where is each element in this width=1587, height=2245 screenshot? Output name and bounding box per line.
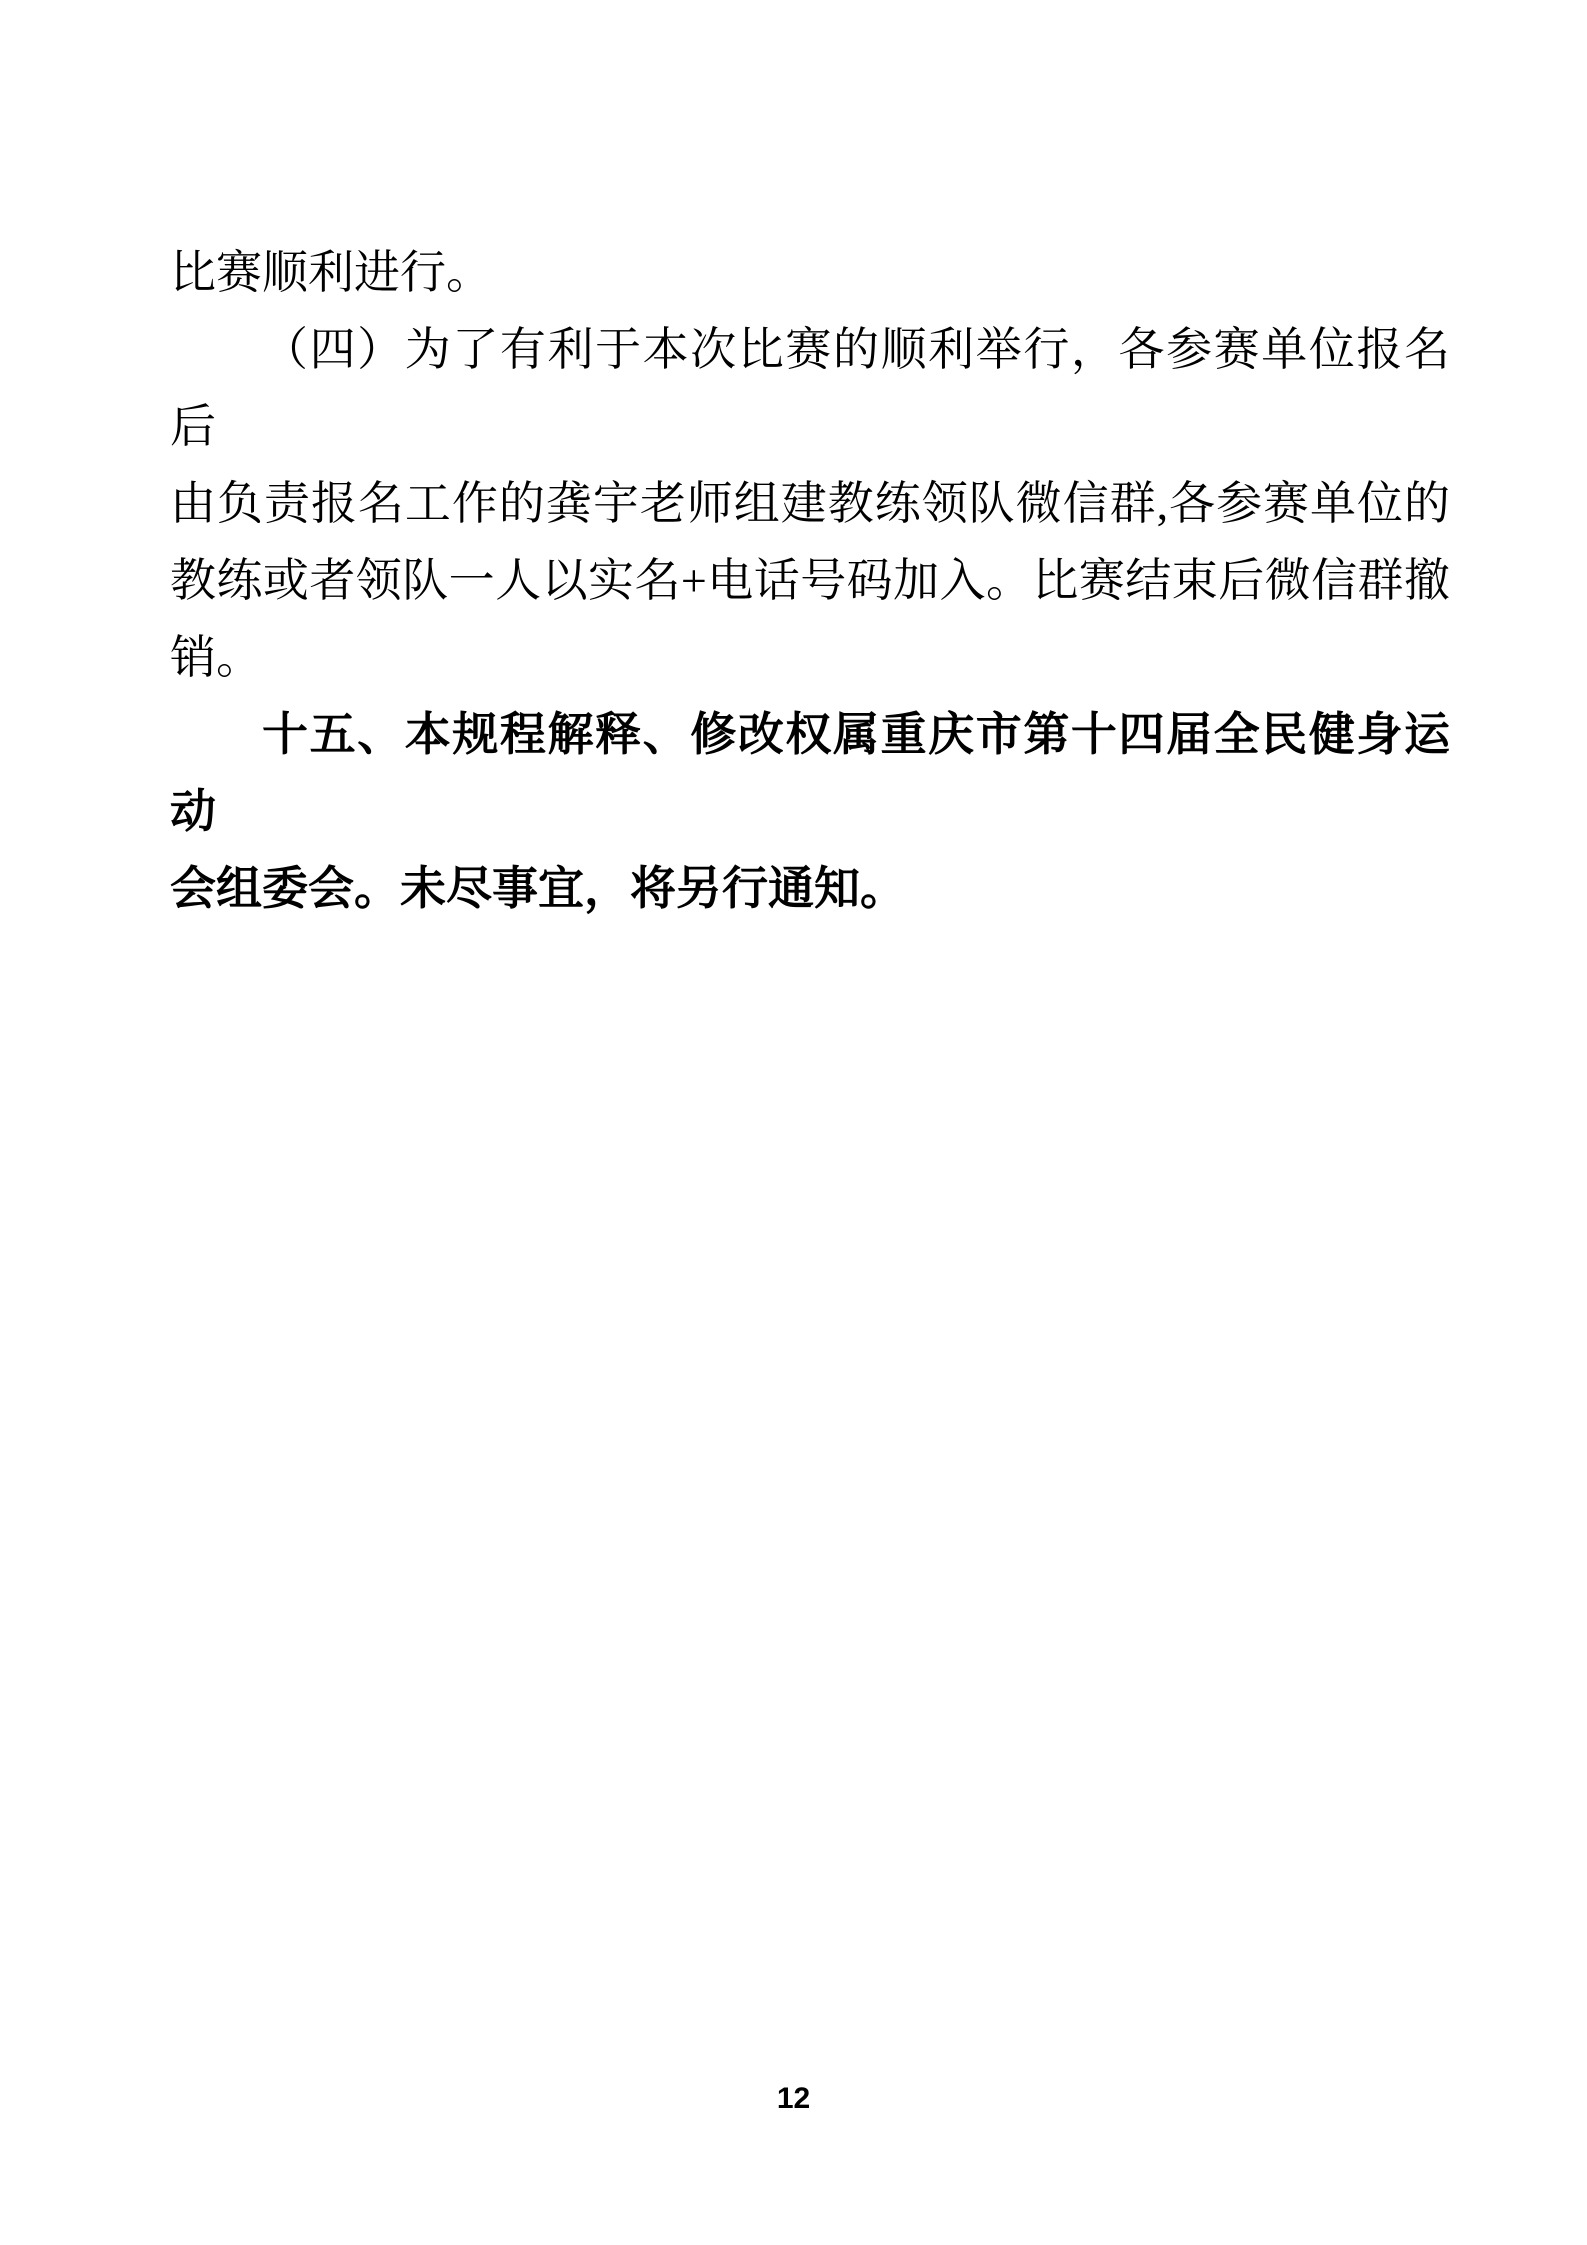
text-line: 销。 [170, 632, 262, 683]
text-line: 教练或者领队一人以实名+电话号码加入。比赛结束后微信群撤 [170, 555, 1450, 606]
document-body [170, 234, 1450, 927]
heading-paragraph [170, 696, 1450, 927]
page-number: 12 [776, 2082, 811, 2115]
text-line: 由负责报名工作的龚宇老师组建教练领队微信群,各参赛单位的 [170, 478, 1450, 529]
body-paragraph [170, 311, 1450, 696]
text-line: 十五、本规程解释、修改权属重庆市第十四届全民健身运动 [170, 708, 1450, 837]
text-line: 比赛顺利进行。 [170, 247, 492, 298]
body-paragraph [170, 234, 1450, 311]
text-line: 会组委会。未尽事宜，将另行通知。 [170, 862, 906, 914]
text-line: （四）为了有利于本次比赛的顺利举行，各参赛单位报名后 [170, 324, 1450, 452]
